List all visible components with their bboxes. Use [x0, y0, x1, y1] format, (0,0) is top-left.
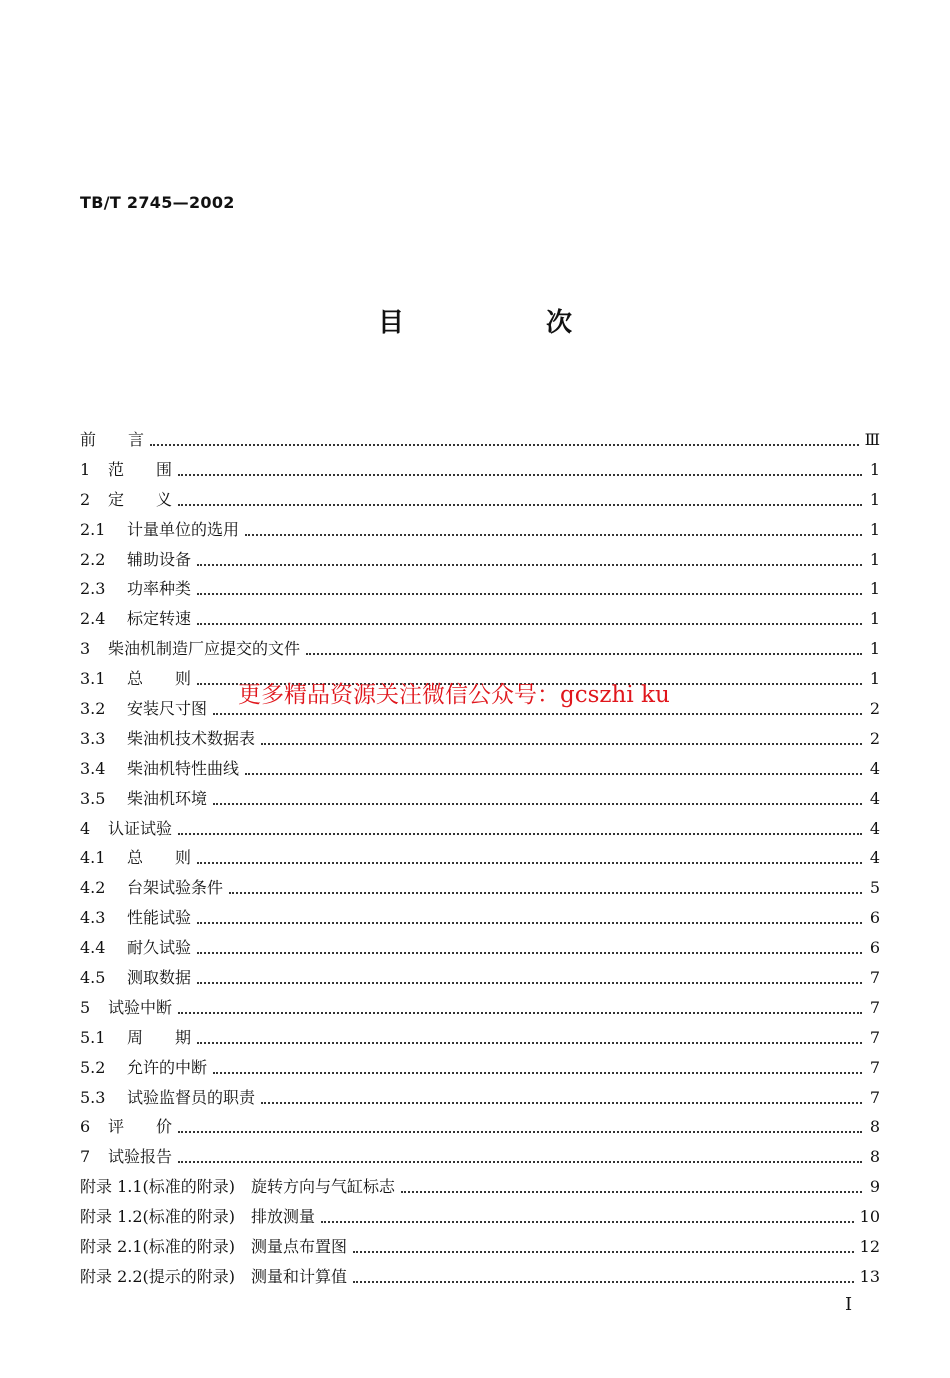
toc-entry-number: 4 — [80, 818, 91, 838]
toc-entry-label: 柴油机制造厂应提交的文件 — [108, 639, 301, 659]
toc-leader-dots — [197, 982, 862, 984]
toc-entry[interactable] — [80, 784, 880, 814]
toc-entry[interactable] — [80, 873, 880, 903]
toc-entry-page: 7 — [869, 1027, 880, 1047]
toc-entry-number: 4.4 — [80, 938, 106, 958]
toc-entry-number: 3.1 — [80, 669, 106, 689]
toc-leader-dots — [213, 1072, 862, 1074]
toc-entry-label: 附录 1.1(标准的附录) 旋转方向与气缸标志 — [80, 1177, 396, 1197]
toc-entry[interactable] — [80, 903, 880, 933]
toc-entry-label: 定 义 — [108, 489, 173, 509]
toc-entry-page: 1 — [869, 489, 880, 509]
toc-entry-page: 7 — [869, 997, 880, 1017]
toc-leader-dots — [245, 773, 862, 775]
toc-entry-page: 2 — [869, 728, 880, 748]
toc-leader-dots — [245, 534, 862, 536]
toc-entry-number: 2.3 — [80, 579, 106, 599]
toc-entry-number: 4.3 — [80, 908, 106, 928]
toc-entry-label: 标定转速 — [127, 609, 192, 629]
toc-entry[interactable] — [80, 843, 880, 873]
toc-entry[interactable] — [80, 634, 880, 664]
toc-entry-page: 4 — [869, 818, 880, 838]
toc-leader-dots — [353, 1281, 854, 1283]
toc-entry-page: 2 — [869, 698, 880, 718]
toc-entry[interactable] — [80, 1172, 880, 1202]
toc-entry-label: 认证试验 — [108, 818, 173, 838]
toc-entry-page: 8 — [869, 1147, 880, 1167]
toc-entry-number: 4.5 — [80, 967, 106, 987]
toc-entry-label: 评 价 — [108, 1117, 173, 1137]
toc-entry[interactable] — [80, 754, 880, 784]
toc-entry-page: 7 — [869, 1057, 880, 1077]
toc-entry-number: 5.1 — [80, 1027, 106, 1047]
page-number: I — [845, 1294, 853, 1315]
toc-leader-dots — [197, 952, 862, 954]
toc-entry-label: 前 言 — [80, 429, 145, 449]
toc-entry-label: 性能试验 — [127, 908, 192, 928]
toc-entry-page: 8 — [869, 1117, 880, 1137]
toc-entry-page: 7 — [869, 1087, 880, 1107]
watermark-text: 更多精品资源关注微信公众号：gcszhi ku — [238, 682, 670, 708]
toc-entry-page: 1 — [869, 549, 880, 569]
toc-entry-label: 范 围 — [108, 459, 173, 479]
toc-entry-label: 附录 1.2(标准的附录) 排放测量 — [80, 1207, 316, 1227]
toc-entry-label: 附录 2.2(提示的附录) 测量和计算值 — [80, 1266, 348, 1286]
toc-entry[interactable] — [80, 814, 880, 844]
toc-entry[interactable] — [80, 963, 880, 993]
toc-entry-label: 辅助设备 — [127, 549, 192, 569]
toc-entry-label: 柴油机特性曲线 — [127, 758, 240, 778]
toc-entry[interactable] — [80, 1262, 880, 1292]
toc-entry-label: 总 则 — [127, 669, 192, 689]
toc-leader-dots — [178, 504, 862, 506]
toc-entry-page: 4 — [869, 848, 880, 868]
toc-entry-number: 3.3 — [80, 728, 106, 748]
toc-leader-dots — [178, 474, 862, 476]
toc-leader-dots — [178, 1131, 862, 1133]
toc-entry[interactable] — [80, 545, 880, 575]
toc-entry-label: 耐久试验 — [127, 938, 192, 958]
toc-entry-page: 6 — [869, 908, 880, 928]
toc-entry-number: 3.4 — [80, 758, 106, 778]
toc-entry-label: 安装尺寸图 — [127, 698, 208, 718]
toc-entry[interactable] — [80, 485, 880, 515]
toc-leader-dots — [229, 892, 862, 894]
toc-entry[interactable] — [80, 574, 880, 604]
toc-entry-page: 13 — [859, 1266, 880, 1286]
toc-entry-number: 2 — [80, 489, 91, 509]
toc-entry-page: 1 — [869, 639, 880, 659]
toc-leader-dots — [353, 1251, 854, 1253]
toc-leader-dots — [178, 1161, 862, 1163]
toc-leader-dots — [213, 713, 862, 715]
toc-entry[interactable] — [80, 1232, 880, 1262]
toc-entry-label: 试验监督员的职责 — [127, 1087, 256, 1107]
toc-entry[interactable] — [80, 1023, 880, 1053]
toc-entry[interactable] — [80, 515, 880, 545]
toc-leader-dots — [150, 444, 859, 446]
toc-entry-number: 7 — [80, 1147, 91, 1167]
toc-entry[interactable] — [80, 1053, 880, 1083]
toc-entry-label: 台架试验条件 — [127, 878, 224, 898]
toc-entry-label: 柴油机环境 — [127, 788, 208, 808]
toc-entry-page: 1 — [869, 459, 880, 479]
table-of-contents — [80, 425, 880, 1292]
toc-entry-label: 试验中断 — [108, 997, 173, 1017]
toc-entry-number: 5 — [80, 997, 91, 1017]
toc-entry-label: 计量单位的选用 — [127, 519, 240, 539]
toc-entry[interactable] — [80, 724, 880, 754]
toc-entry[interactable] — [80, 1112, 880, 1142]
toc-leader-dots — [197, 1042, 862, 1044]
toc-leader-dots — [197, 564, 862, 566]
toc-entry-page: 5 — [869, 878, 880, 898]
toc-entry[interactable] — [80, 1083, 880, 1113]
toc-entry-page: 1 — [869, 669, 880, 689]
toc-leader-dots — [261, 1102, 862, 1104]
toc-entry-page: 1 — [869, 579, 880, 599]
toc-entry-number: 6 — [80, 1117, 91, 1137]
toc-entry-number: 2.2 — [80, 549, 106, 569]
toc-entry-page: 6 — [869, 938, 880, 958]
toc-leader-dots — [197, 862, 862, 864]
toc-leader-dots — [197, 593, 862, 595]
toc-leader-dots — [321, 1221, 854, 1223]
toc-entry-page: 4 — [869, 758, 880, 778]
toc-entry-number: 5.3 — [80, 1087, 106, 1107]
toc-entry[interactable] — [80, 604, 880, 634]
toc-entry-page: Ⅲ — [864, 429, 880, 449]
toc-leader-dots — [178, 1012, 862, 1014]
toc-entry-page: 7 — [869, 967, 880, 987]
toc-leader-dots — [178, 833, 862, 835]
toc-entry[interactable] — [80, 993, 880, 1023]
toc-entry-number: 4.2 — [80, 878, 106, 898]
toc-entry-number: 5.2 — [80, 1057, 106, 1077]
toc-entry-number: 3.2 — [80, 698, 106, 718]
toc-entry-number: 3.5 — [80, 788, 106, 808]
toc-entry-number: 3 — [80, 639, 91, 659]
toc-entry-number: 2.4 — [80, 609, 106, 629]
toc-entry-page: 4 — [869, 788, 880, 808]
toc-leader-dots — [197, 922, 862, 924]
toc-entry-label: 附录 2.1(标准的附录) 测量点布置图 — [80, 1236, 348, 1256]
page-title: 目 次 — [377, 308, 630, 338]
toc-leader-dots — [197, 623, 862, 625]
toc-entry-page: 9 — [869, 1177, 880, 1197]
toc-entry-page: 10 — [859, 1207, 880, 1227]
toc-entry-number: 4.1 — [80, 848, 106, 868]
toc-entry-label: 允许的中断 — [127, 1057, 208, 1077]
toc-entry-number: 1 — [80, 459, 91, 479]
toc-leader-dots — [261, 743, 862, 745]
toc-entry[interactable] — [80, 425, 880, 455]
toc-entry-page: 1 — [869, 519, 880, 539]
toc-entry-label: 周 期 — [127, 1027, 192, 1047]
toc-leader-dots — [306, 653, 862, 655]
toc-entry-number: 2.1 — [80, 519, 106, 539]
toc-leader-dots — [213, 803, 862, 805]
standard-code: TB/T 2745—2002 — [80, 193, 235, 212]
toc-entry-label: 试验报告 — [108, 1147, 173, 1167]
toc-entry-page: 12 — [859, 1236, 880, 1256]
toc-entry-label: 柴油机技术数据表 — [127, 728, 256, 748]
toc-entry[interactable] — [80, 933, 880, 963]
toc-entry[interactable] — [80, 455, 880, 485]
toc-entry[interactable] — [80, 1202, 880, 1232]
toc-leader-dots — [401, 1191, 862, 1193]
toc-entry-label: 测取数据 — [127, 967, 192, 987]
toc-entry[interactable] — [80, 1142, 880, 1172]
toc-entry-page: 1 — [869, 609, 880, 629]
toc-entry-label: 总 则 — [127, 848, 192, 868]
toc-entry-label: 功率种类 — [127, 579, 192, 599]
